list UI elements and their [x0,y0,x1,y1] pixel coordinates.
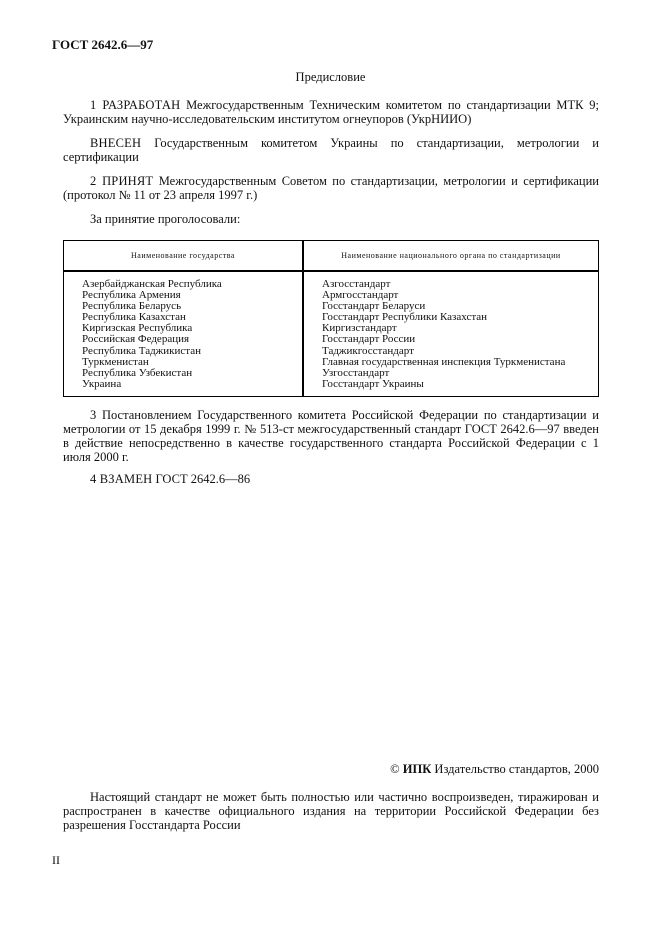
body-name: Узгосстандарт [322,366,390,379]
notice-text: Настоящий стандарт не может быть полностью или частично воспроизведен, тиражирован и распространен в качестве официального издания на территории Российской Федерации без разрешения Госстандарта России [63,790,599,832]
column-header-body: Наименование национального органа по стандартизации [303,241,599,272]
states-cell [64,271,304,396]
body-name: Главная государственная инспекция Туркменистана [322,355,566,368]
state-name: Республика Казахстан [82,311,186,324]
copyright-text: Издательство стандартов, 2000 [431,762,599,776]
paragraph-text: Межгосударственным Техническим комитетом по стандартизации МТК 9; Украинским научно-исследовательским институтом огнеупоров (УкрНИИО) [63,98,599,126]
state-name: Республика Таджикистан [82,344,201,357]
table-row [64,271,599,396]
body-name: Госстандарт России [322,333,416,346]
paragraph-text: За принятие проголосовали: [90,212,241,226]
paragraph-lead: 1 РАЗРАБОТАН [90,98,181,112]
paragraph-voted [63,212,599,226]
section-title: Предисловие [295,70,366,84]
paragraph-introduced [63,136,599,164]
paragraph-replaces [63,472,599,486]
body-name: Госстандарт Беларуси [322,300,426,313]
state-name: Киргизская Республика [82,322,193,335]
copyright-icon: © [390,762,400,776]
paragraph-lead: 4 ВЗАМЕН [90,472,153,486]
table-header-row [64,241,599,272]
body-name: Азгосстандарт [322,278,391,290]
state-name: Азербайджанская Республика [82,278,222,290]
paragraph-enacted [63,408,599,464]
state-name: Республика Армения [82,289,181,302]
column-header-state: Наименование государства [64,241,304,272]
paragraph-lead: 2 ПРИНЯТ [90,174,154,188]
state-name: Республика Узбекистан [82,366,193,379]
state-name: Российская Федерация [82,333,190,346]
reproduction-notice [63,790,599,832]
paragraph-text: ГОСТ 2642.6—86 [152,472,251,486]
page-number: II [52,853,60,867]
document-code: ГОСТ 2642.6—97 [52,37,154,52]
body-name: Киргизстандарт [322,322,397,335]
paragraph-text: Межгосударственным Советом по стандартизации, метрологии и сертификации (протокол № 11 от 23 апреля 1997 г.) [63,174,599,202]
state-name: Республика Беларусь [82,300,182,313]
paragraph-adopted [63,174,599,202]
paragraph-developed [63,98,599,126]
bodies-cell [303,271,599,396]
copyright-line [390,762,599,777]
paragraph-lead: ВНЕСЕН [90,136,142,150]
body-name: Армгосстандарт [322,289,399,302]
body-name: Таджикгосстандарт [322,344,414,357]
body-name: Госстандарт Республики Казахстан [322,311,488,324]
body-name: Госстандарт Украины [322,377,424,390]
voting-table [63,240,599,397]
paragraph-text: 3 Постановлением Государственного комитета Российской Федерации по стандартизации и метрологии от 15 декабря 1999 г. № 513-ст межгосударственный стандарт ГОСТ 2642.6—97 введен в действие непосредственно в качестве государственного стандарта Российской Федерации с 1 июля 2000 г. [63,408,599,464]
paragraph-text: Государственным комитетом Украины по стандартизации, метрологии и сертификации [63,136,599,164]
state-name: Туркменистан [82,355,149,368]
publisher-abbr: ИПК [402,762,432,776]
state-name: Украина [82,377,122,390]
